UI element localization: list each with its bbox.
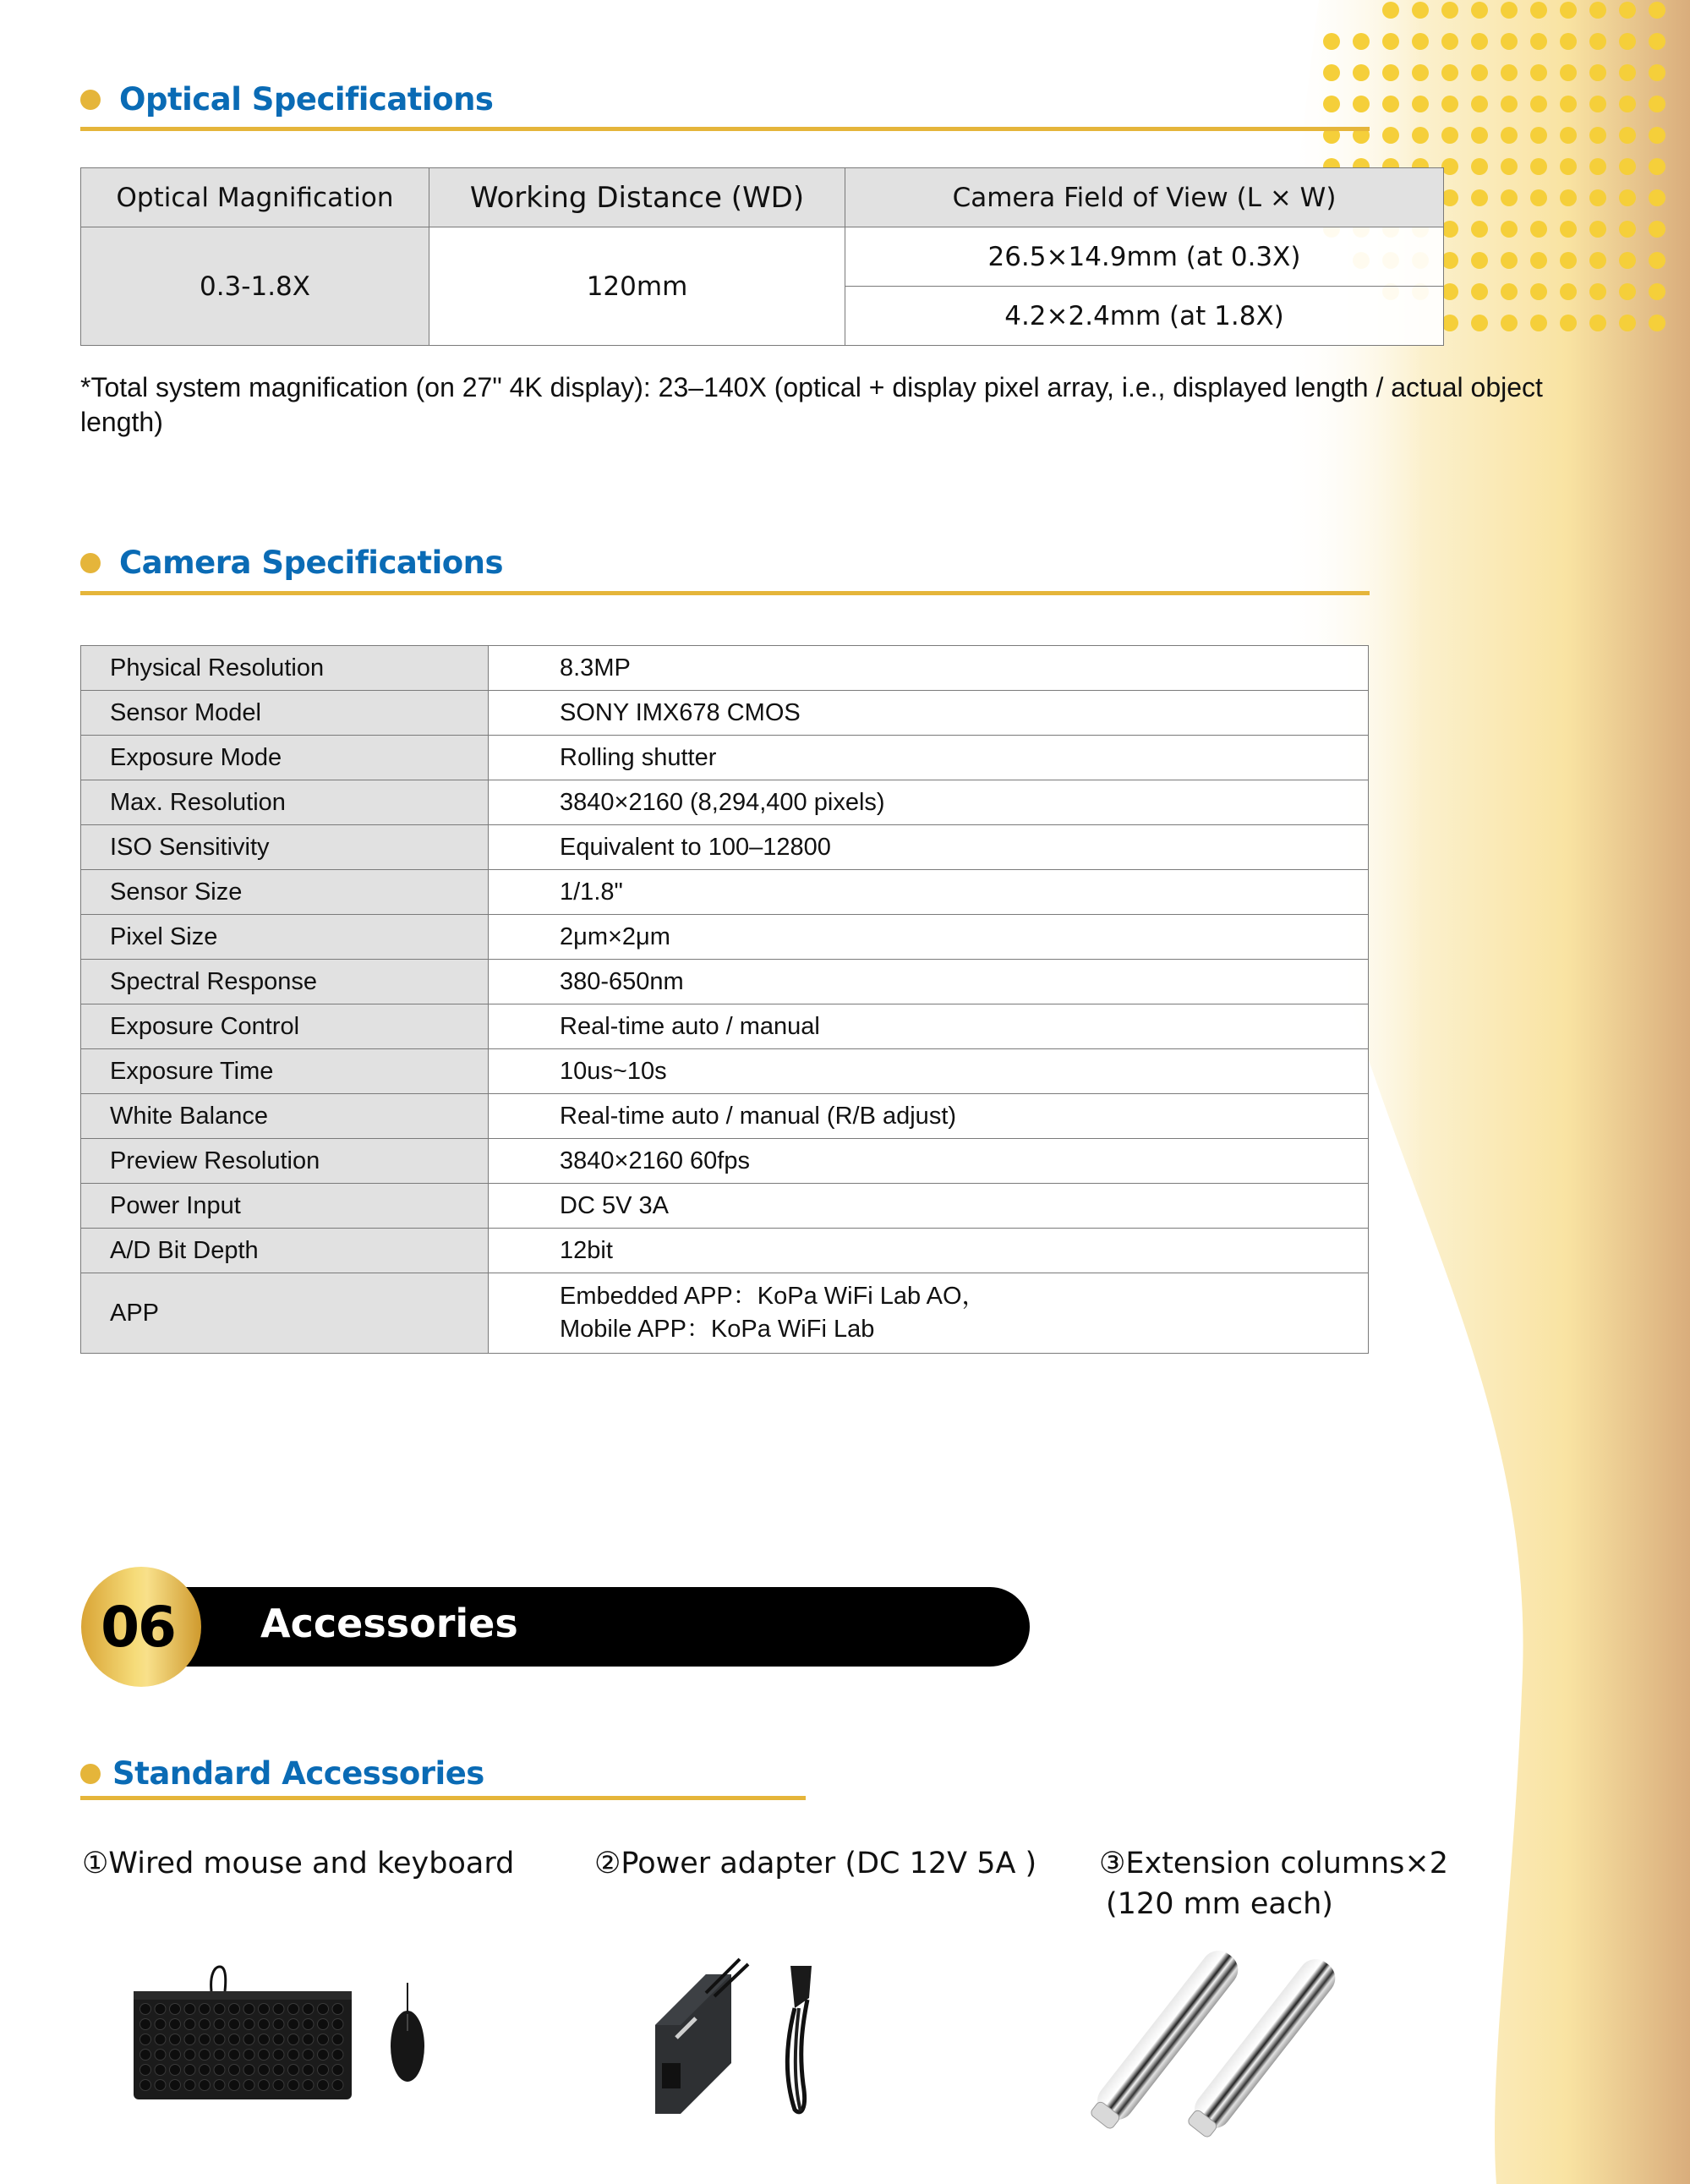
spec-key: Max. Resolution	[81, 780, 489, 825]
optical-spec-table	[80, 167, 1444, 346]
working-distance-value: 120mm	[429, 227, 845, 346]
spec-value: SONY IMX678 CMOS	[489, 691, 1369, 736]
keyboard-key	[184, 2004, 195, 2015]
keyboard-key	[332, 2080, 343, 2091]
spec-value: 10us~10s	[489, 1049, 1369, 1094]
keyboard-key	[140, 2080, 151, 2091]
keyboard-key	[303, 2034, 314, 2045]
keyboard-key	[288, 2065, 299, 2076]
camera-heading-text: Camera Specifications	[119, 545, 504, 581]
spec-key: ISO Sensitivity	[81, 825, 489, 870]
spec-value: DC 5V 3A	[489, 1184, 1369, 1229]
keyboard-key	[214, 2004, 225, 2015]
optical-heading-rule	[80, 127, 1370, 131]
table-row	[81, 691, 1369, 736]
keyboard-key	[214, 2050, 225, 2061]
table-row	[81, 825, 1369, 870]
keyboard-key	[184, 2034, 195, 2045]
standard-heading-rule	[80, 1796, 806, 1800]
spec-key: Spectral Response	[81, 960, 489, 1004]
bullet-icon	[80, 90, 101, 110]
keyboard-key	[273, 2034, 284, 2045]
magnification-value: 0.3-1.8X	[81, 227, 429, 346]
spec-value: Rolling shutter	[489, 736, 1369, 780]
keyboard-key	[200, 2050, 211, 2061]
spec-key: APP	[81, 1273, 489, 1354]
standard-accessories-heading	[80, 1755, 484, 1792]
spec-key: Sensor Model	[81, 691, 489, 736]
table-row	[81, 1184, 1369, 1229]
keyboard-key	[273, 2080, 284, 2091]
keyboard-key	[243, 2065, 254, 2076]
col-header-fov: Camera Field of View (L × W)	[845, 168, 1444, 227]
table-row	[81, 1004, 1369, 1049]
keyboard-key	[184, 2019, 195, 2030]
keyboard-key	[303, 2080, 314, 2091]
keyboard-key	[214, 2065, 225, 2076]
keyboard-key	[229, 2004, 240, 2015]
keyboard-key	[170, 2050, 181, 2061]
keyboard-key	[273, 2004, 284, 2015]
bullet-icon	[80, 553, 101, 573]
keyboard-key	[243, 2080, 254, 2091]
table-row	[81, 960, 1369, 1004]
table-row	[81, 1094, 1369, 1139]
keyboard-key	[332, 2065, 343, 2076]
spec-value: Real-time auto / manual (R/B adjust)	[489, 1094, 1369, 1139]
spec-value: 12bit	[489, 1229, 1369, 1273]
keyboard-key	[303, 2004, 314, 2015]
keyboard-key	[229, 2034, 240, 2045]
keyboard-key	[259, 2065, 270, 2076]
table-row	[81, 1139, 1369, 1184]
optical-section-heading	[80, 81, 493, 118]
keyboard-key	[200, 2034, 211, 2045]
spec-value: Real-time auto / manual	[489, 1004, 1369, 1049]
keyboard-key	[288, 2050, 299, 2061]
spec-value: 3840×2160 (8,294,400 pixels)	[489, 780, 1369, 825]
keyboard-key	[140, 2004, 151, 2015]
keyboard-key	[170, 2004, 181, 2015]
keyboard-key	[155, 2065, 166, 2076]
keyboard-key	[214, 2034, 225, 2045]
keyboard-key	[140, 2065, 151, 2076]
spec-key: Physical Resolution	[81, 646, 489, 691]
accessory-label-columns: ③Extension columns×2	[1099, 1847, 1448, 1880]
keyboard-key	[155, 2019, 166, 2030]
keyboard-mouse-image	[127, 1962, 431, 2105]
keyboard-key	[243, 2034, 254, 2045]
spec-key: Exposure Control	[81, 1004, 489, 1049]
optical-heading-text: Optical Specifications	[119, 81, 494, 118]
keyboard-key	[170, 2065, 181, 2076]
keyboard-key	[273, 2019, 284, 2030]
keyboard-key	[200, 2065, 211, 2076]
spec-key: Exposure Time	[81, 1049, 489, 1094]
keyboard-key	[332, 2034, 343, 2045]
keyboard-key	[288, 2004, 299, 2015]
keyboard-key	[259, 2080, 270, 2091]
keyboard-key	[140, 2019, 151, 2030]
table-row	[81, 1049, 1369, 1094]
keyboard-key	[243, 2004, 254, 2015]
fov-value-high: 4.2×2.4mm (at 1.8X)	[845, 287, 1444, 346]
keyboard-key	[214, 2019, 225, 2030]
optical-header-row	[81, 168, 1444, 227]
keyboard-key	[184, 2080, 195, 2091]
keyboard-key	[200, 2080, 211, 2091]
table-row	[81, 780, 1369, 825]
spec-key: Preview Resolution	[81, 1139, 489, 1184]
spec-value: 8.3MP	[489, 646, 1369, 691]
keyboard-key	[243, 2050, 254, 2061]
keyboard-key	[288, 2080, 299, 2091]
keyboard-key	[229, 2065, 240, 2076]
table-row	[81, 1273, 1369, 1354]
keyboard-key	[259, 2034, 270, 2045]
keyboard-key	[229, 2019, 240, 2030]
spec-key: Sensor Size	[81, 870, 489, 915]
keyboard-key	[332, 2019, 343, 2030]
keyboard-key	[155, 2004, 166, 2015]
keyboard-key	[318, 2050, 329, 2061]
keyboard-key	[273, 2050, 284, 2061]
keyboard-key	[332, 2004, 343, 2015]
keyboard-key	[184, 2050, 195, 2061]
table-row	[81, 1229, 1369, 1273]
keyboard-key	[303, 2050, 314, 2061]
table-row	[81, 915, 1369, 960]
keyboard-key	[155, 2050, 166, 2061]
keyboard-key	[155, 2034, 166, 2045]
spec-key: Power Input	[81, 1184, 489, 1229]
spec-key: Pixel Size	[81, 915, 489, 960]
accessory-label-columns-length: (120 mm each)	[1106, 1887, 1333, 1921]
keyboard-key	[200, 2019, 211, 2030]
keyboard-key	[170, 2019, 181, 2030]
spec-value: Equivalent to 100–12800	[489, 825, 1369, 870]
magnification-note: *Total system magnification (on 27" 4K display): 23–140X (optical + display pixel array, i.e., displayed length / actual object length)	[80, 372, 1543, 437]
keyboard-key	[229, 2050, 240, 2061]
table-row	[81, 870, 1369, 915]
table-row	[81, 736, 1369, 780]
table-row	[81, 646, 1369, 691]
keyboard-key	[200, 2004, 211, 2015]
bullet-icon	[80, 1764, 101, 1784]
section-banner-title: Accessories	[260, 1601, 518, 1646]
fov-value-low: 26.5×14.9mm (at 0.3X)	[845, 227, 1444, 287]
app-line-embedded: Embedded APP：KoPa WiFi Lab AO，	[560, 1283, 987, 1310]
spec-value-app	[489, 1273, 1369, 1354]
power-adapter-image	[621, 1957, 875, 2118]
keyboard-key	[318, 2004, 329, 2015]
accessory-label-adapter: ②Power adapter (DC 12V 5A )	[594, 1847, 1037, 1880]
keyboard-key	[259, 2050, 270, 2061]
keyboard-key	[214, 2080, 225, 2091]
keyboard-key	[303, 2019, 314, 2030]
camera-spec-table	[80, 645, 1369, 1354]
optical-data-row	[81, 227, 1444, 287]
keyboard-key	[318, 2019, 329, 2030]
camera-section-heading	[80, 545, 503, 581]
section-number-badge	[81, 1567, 201, 1687]
keyboard-key	[318, 2065, 329, 2076]
spec-key: A/D Bit Depth	[81, 1229, 489, 1273]
keyboard-key	[140, 2034, 151, 2045]
keyboard-key	[273, 2065, 284, 2076]
keyboard-key	[170, 2034, 181, 2045]
section-number: 06	[101, 1594, 175, 1660]
col-header-magnification: Optical Magnification	[81, 168, 429, 227]
camera-heading-rule	[80, 591, 1370, 595]
keyboard-key	[229, 2080, 240, 2091]
keyboard-key	[288, 2019, 299, 2030]
spec-value: 1/1.8"	[489, 870, 1369, 915]
spec-key: White Balance	[81, 1094, 489, 1139]
keyboard-key	[303, 2065, 314, 2076]
keyboard-key	[259, 2019, 270, 2030]
keyboard-key	[155, 2080, 166, 2091]
keyboard-key	[288, 2034, 299, 2045]
app-line-mobile: Mobile APP：KoPa WiFi Lab	[560, 1316, 875, 1343]
keyboard-key	[332, 2050, 343, 2061]
keyboard-key	[184, 2065, 195, 2076]
keyboard-key	[140, 2050, 151, 2061]
col-header-working-distance: Working Distance (WD)	[429, 168, 845, 227]
keyboard-key	[170, 2080, 181, 2091]
keyboard-key	[318, 2080, 329, 2091]
keyboard-key	[243, 2019, 254, 2030]
spec-value: 380-650nm	[489, 960, 1369, 1004]
keyboard-key	[318, 2034, 329, 2045]
keyboard-key	[259, 2004, 270, 2015]
spec-value: 2μm×2μm	[489, 915, 1369, 960]
spec-key: Exposure Mode	[81, 736, 489, 780]
extension-columns-image	[1082, 1940, 1420, 2143]
spec-value: 3840×2160 60fps	[489, 1139, 1369, 1184]
standard-heading-text: Standard Accessories	[112, 1755, 484, 1792]
accessory-label-keyboard: ①Wired mouse and keyboard	[82, 1847, 515, 1880]
